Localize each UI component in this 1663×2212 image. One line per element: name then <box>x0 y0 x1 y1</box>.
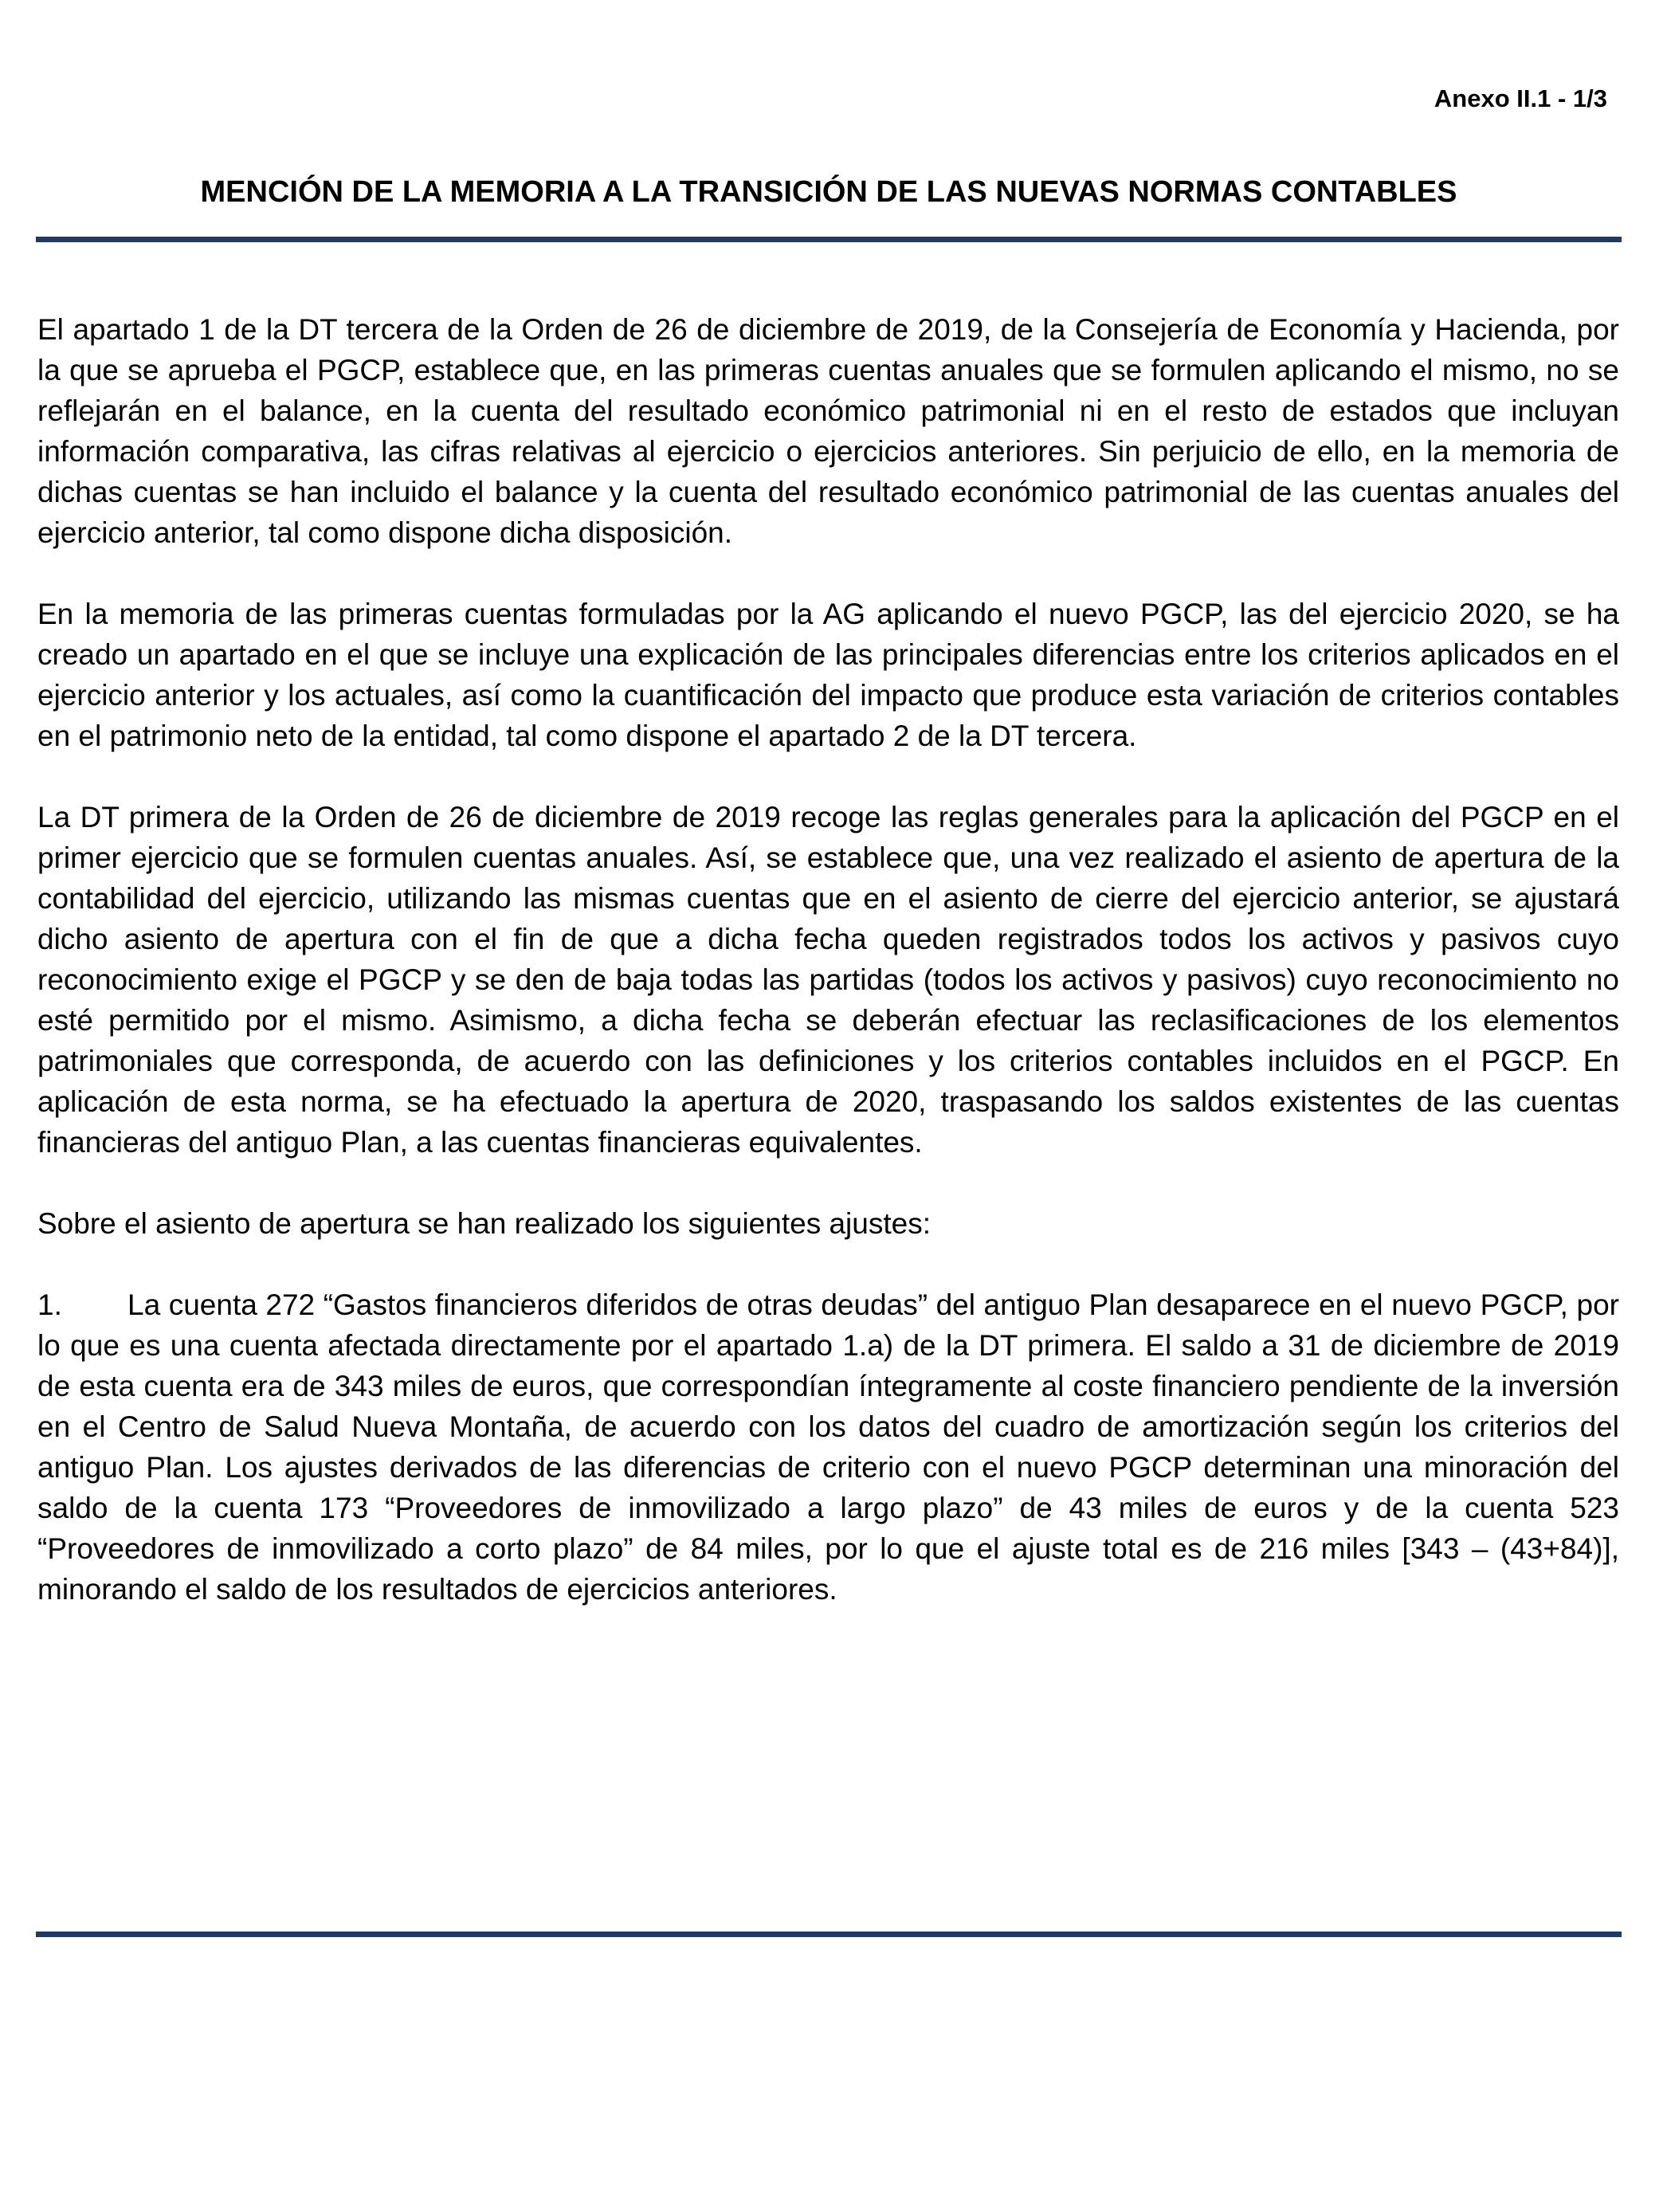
paragraph-2: En la memoria de las primeras cuentas formuladas por la AG aplicando el nuevo PGCP, las del ejercicio 2020, se ha creado un apartado en el que se incluye una explicación de las principales diferencias entre los criterios aplicados en el ejercicio anterior y los actuales, así como la cuantificación del impacto que produce esta variación de criterios contables en el patrimonio neto de la entidad, tal como dispone el apartado 2 de la DT tercera. <box>37 598 1619 752</box>
list-item-text: La cuenta 272 “Gastos financieros diferidos de otras deudas” del antiguo Plan desaparece en el nuevo PGCP, por lo que es una cuenta afectada directamente por el apartado 1.a) de la DT primera. El saldo a 31 de diciembre de 2019 de esta cuenta era de 343 miles de euros, que correspondían íntegramente al coste financiero pendiente de la inversión en el Centro de Salud Nueva Montaña, de acuerdo con los datos del cuadro de amortización según los criterios del antiguo Plan. Los ajustes derivados de las diferencias de criterio con el nuevo PGCP determinan una minoración del saldo de la cuenta 173 “Proveedores de inmovilizado a largo plazo” de 43 miles de euros y de la cuenta 523 “Proveedores de inmovilizado a corto plazo” de 84 miles, por lo que el ajuste total es de 216 miles [343 – (43+84)], minorando el saldo de los resultados de ejercicios anteriores. <box>37 1288 1619 1606</box>
annex-label: Anexo II.1 - 1/3 <box>1434 84 1607 112</box>
paragraph-4: Sobre el asiento de apertura se han realizado los siguientes ajustes: <box>37 1207 931 1240</box>
page-title: MENCIÓN DE LA MEMORIA A LA TRANSICIÓN DE LAS NUEVAS NORMAS CONTABLES <box>200 175 1457 209</box>
paragraph-1: El apartado 1 de la DT tercera de la Orden de 26 de diciembre de 2019, de la Consejería de Economía y Hacienda, por la que se aprueba el PGCP, establece que, en las primeras cuentas anuales que se formulen aplicando el mismo, no se reflejarán en el balance, en la cuenta del resultado económico patrimonial ni en el resto de estados que incluyan información comparativa, las cifras relativas al ejercicio o ejercicios anteriores. Sin perjuicio de ello, en la memoria de dichas cuentas se han incluido el balance y la cuenta del resultado económico patrimonial de las cuentas anuales del ejercicio anterior, tal como dispone dicha disposición. <box>37 313 1619 549</box>
list-item-number: 1. <box>37 1288 62 1321</box>
paragraph-3: La DT primera de la Orden de 26 de diciembre de 2019 recoge las reglas generales para la aplicación del PGCP en el primer ejercicio que se formulen cuentas anuales. Así, se establece que, una vez realizado el asiento de apertura de la contabilidad del ejercicio, utilizando las mismas cuentas que en el asiento de cierre del ejercicio anterior, se ajustará dicho asiento de apertura con el fin de que a dicha fecha queden registrados todos los activos y pasivos cuyo reconocimiento exige el PGCP y se den de baja todas las partidas (todos los activos y pasivos) cuyo reconocimiento no esté permitido por el mismo. Asimismo, a dicha fecha se deberán efectuar las reclasificaciones de los elementos patrimoniales que corresponda, de acuerdo con las definiciones y los criterios contables incluidos en el PGCP. En aplicación de esta norma, se ha efectuado la apertura de 2020, traspasando los saldos existentes de las cuentas financieras del antiguo Plan, a las cuentas financieras equivalentes. <box>37 801 1619 1159</box>
header-divider <box>36 237 1622 242</box>
document-body <box>37 309 1619 1610</box>
footer-divider <box>36 1932 1622 1937</box>
list-item-1 <box>37 1284 1619 1610</box>
